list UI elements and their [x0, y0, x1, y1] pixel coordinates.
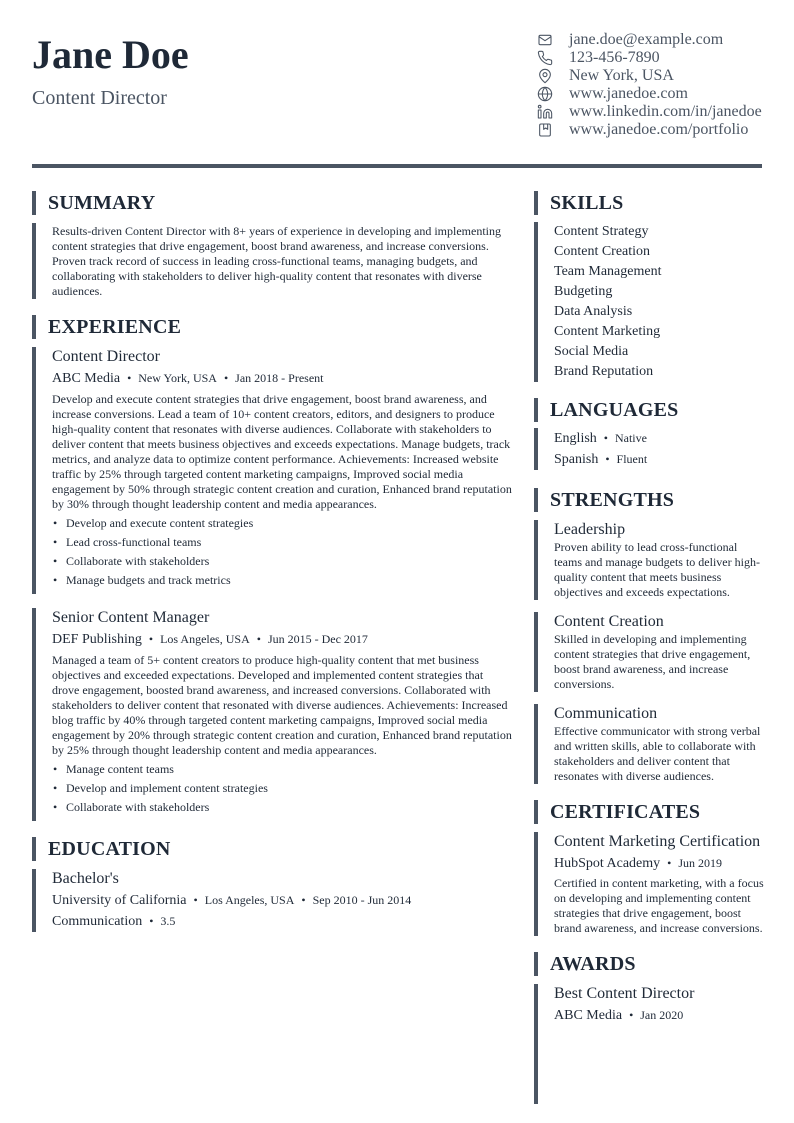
contact-location — [536, 67, 794, 85]
job-bullet: • Manage budgets and track metrics — [66, 573, 512, 588]
skill-item: Content Marketing — [554, 324, 661, 339]
award-title: Best Content Director — [554, 985, 695, 1002]
job-description: Develop and execute content strategies that drive engagement, boost brand awareness, and increase conversions. Lead a team of 10+ content creators, editors, and designers to produce high-quality content that resonates with diverse audiences. Collaborate with stakeholders to deliver content that meets business objectives and exceeds expectations. Manage budgets, track metrics, and analyze data to optimize content performance. Achievements: Increased website traffic by 25% through targeted content marketing campaigns, Improved social media engagement by 50% through strategic content creation and curation, Enhanced brand reputation by 30% through thought leadership content and media appearances. — [52, 392, 512, 511]
job-location: New York, USA — [138, 371, 217, 385]
strength-title: Communication — [554, 705, 658, 722]
education-field-row: Communication • 3.5 — [52, 914, 176, 929]
strength-title: Leadership — [554, 521, 626, 538]
location-icon — [536, 68, 553, 85]
contact-phone-text: 123-456-7890 — [569, 49, 660, 66]
certificates-heading: CERTIFICATES — [534, 800, 764, 824]
language-name: English — [554, 431, 597, 446]
strengths-heading: STRENGTHS — [534, 488, 764, 512]
skill-item: Data Analysis — [554, 304, 633, 319]
job-bullet: • Develop and execute content strategies — [66, 516, 512, 531]
job-bullet: • Collaborate with stakeholders — [66, 554, 512, 569]
strength-item — [534, 704, 764, 784]
contact-phone[interactable] — [536, 49, 794, 67]
phone-icon — [536, 50, 553, 67]
right-column — [534, 191, 764, 1104]
certificate-date: Jun 2019 — [678, 856, 723, 870]
contact-list — [536, 31, 794, 139]
language-item: Spanish • Fluent — [554, 452, 648, 467]
awards-section — [534, 952, 764, 1104]
education-body — [32, 869, 512, 932]
language-level: Native — [614, 431, 647, 445]
experience-heading: EXPERIENCE — [32, 315, 512, 339]
skills-section — [534, 191, 764, 382]
strength-text: Skilled in developing and implementing content strategies that drive engagement, boost brand awareness, and increase conversions. — [554, 632, 751, 691]
candidate-name: Jane Doe — [32, 32, 189, 77]
contact-linkedin[interactable] — [536, 103, 794, 121]
skill-item: Content Strategy — [554, 224, 649, 239]
languages-list — [534, 428, 764, 470]
strength-item — [534, 612, 764, 692]
job-bullet: • Manage content teams — [66, 762, 512, 777]
job-bullet: • Collaborate with stakeholders — [66, 800, 512, 815]
education-dates: Sep 2010 - Jun 2014 — [312, 893, 412, 907]
award-meta: ABC Media • Jan 2020 — [554, 1008, 684, 1023]
award-date: Jan 2020 — [640, 1008, 684, 1022]
certificate-meta: HubSpot Academy • Jun 2019 — [554, 856, 723, 871]
certificate-title: Content Marketing Certification — [554, 833, 761, 850]
header-divider — [32, 164, 762, 168]
awards-heading: AWARDS — [534, 952, 764, 976]
education-section — [32, 837, 512, 932]
job-bullets — [52, 762, 512, 815]
strength-item — [534, 520, 764, 600]
left-column — [32, 191, 512, 932]
summary-section — [32, 191, 512, 299]
summary-body — [32, 223, 512, 299]
candidate-title: Content Director — [32, 87, 167, 109]
language-item: English • Native — [554, 431, 647, 446]
job-meta: ABC Media • New York, USA • Jan 2018 - Present — [52, 371, 324, 386]
certificate-item — [534, 832, 764, 936]
linkedin-icon — [536, 104, 553, 121]
education-gpa: 3.5 — [160, 914, 176, 928]
contact-website-text: www.janedoe.com — [569, 85, 688, 102]
experience-section — [32, 315, 512, 821]
education-degree: Bachelor's — [52, 870, 119, 887]
experience-job — [32, 608, 512, 821]
award-issuer: ABC Media — [554, 1008, 623, 1023]
strength-title: Content Creation — [554, 613, 664, 630]
language-level: Fluent — [616, 452, 648, 466]
certificates-section — [534, 800, 764, 936]
award-item — [534, 984, 764, 1104]
education-heading: EDUCATION — [32, 837, 512, 861]
job-bullets — [52, 516, 512, 588]
contact-email[interactable] — [536, 31, 794, 49]
job-title: Senior Content Manager — [52, 609, 210, 626]
globe-icon — [536, 86, 553, 103]
job-company: ABC Media — [52, 371, 121, 386]
education-meta: University of California • Los Angeles, USA • Sep 2010 - Jun 2014 — [52, 893, 412, 908]
skill-item: Social Media — [554, 344, 629, 359]
skill-item: Team Management — [554, 264, 662, 279]
bookmark-icon — [536, 122, 553, 139]
job-company: DEF Publishing — [52, 632, 142, 647]
contact-portfolio-text: www.janedoe.com/portfolio — [569, 121, 749, 138]
skill-item: Brand Reputation — [554, 364, 654, 379]
experience-job — [32, 347, 512, 594]
job-dates: Jun 2015 - Dec 2017 — [267, 632, 368, 646]
skill-item: Budgeting — [554, 284, 613, 299]
job-title: Content Director — [52, 348, 160, 365]
skills-list — [534, 222, 764, 382]
skill-item: Content Creation — [554, 244, 651, 259]
summary-text: Results-driven Content Director with 8+ years of experience in developing and implementing content strategies that drive engagement, boost brand awareness, and increase conversions. Proven track record of success in leading cross-functional teams, managing budgets, and collaborating with stakeholders to deliver high-quality content that resonates with diverse audiences. — [52, 224, 501, 298]
strength-text: Proven ability to lead cross-functional teams and manage budgets to deliver high-quality content that meets business objectives and exceeds expectations. — [554, 540, 760, 599]
language-name: Spanish — [554, 452, 599, 467]
education-field: Communication — [52, 914, 143, 929]
job-bullet: • Develop and implement content strategies — [66, 781, 512, 796]
certificate-text: Certified in content marketing, with a focus on developing and implementing content strategies that drive engagement, boost brand awareness, and increase conversions. — [554, 876, 764, 935]
certificate-issuer: HubSpot Academy — [554, 856, 661, 871]
education-school: University of California — [52, 893, 187, 908]
job-meta: DEF Publishing • Los Angeles, USA • Jun 2015 - Dec 2017 — [52, 632, 368, 647]
job-location: Los Angeles, USA — [160, 632, 250, 646]
strengths-section — [534, 488, 764, 784]
skills-heading: SKILLS — [534, 191, 764, 215]
contact-portfolio[interactable] — [536, 121, 794, 139]
job-bullet: • Lead cross-functional teams — [66, 535, 512, 550]
contact-linkedin-text: www.linkedin.com/in/janedoe — [569, 103, 762, 120]
contact-location-text: New York, USA — [569, 67, 674, 84]
job-description: Managed a team of 5+ content creators to produce high-quality content that met business objectives and exceeded expectations. Developed and implemented content strategies that drove engagement, boosted brand awareness, and increased conversions. Collaborated with stakeholders to deliver content that resonated with diverse audiences. Achievements: Increased blog traffic by 40% through targeted content marketing campaigns, Improved social media engagement by 20% through strategic content creation and curation, Enhanced brand reputation by 25% through thought leadership content and media appearances. — [52, 653, 512, 757]
mail-icon — [536, 32, 553, 49]
strength-text: Effective communicator with strong verbal and written skills, able to collaborate with stakeholders and deliver content that resonates with diverse audiences. — [554, 724, 761, 783]
job-dates: Jan 2018 - Present — [235, 371, 324, 385]
education-location: Los Angeles, USA — [204, 893, 295, 907]
languages-heading: LANGUAGES — [534, 398, 764, 422]
summary-heading: SUMMARY — [32, 191, 512, 215]
contact-website[interactable] — [536, 85, 794, 103]
languages-section — [534, 398, 764, 470]
contact-email-text: jane.doe@example.com — [569, 31, 724, 48]
